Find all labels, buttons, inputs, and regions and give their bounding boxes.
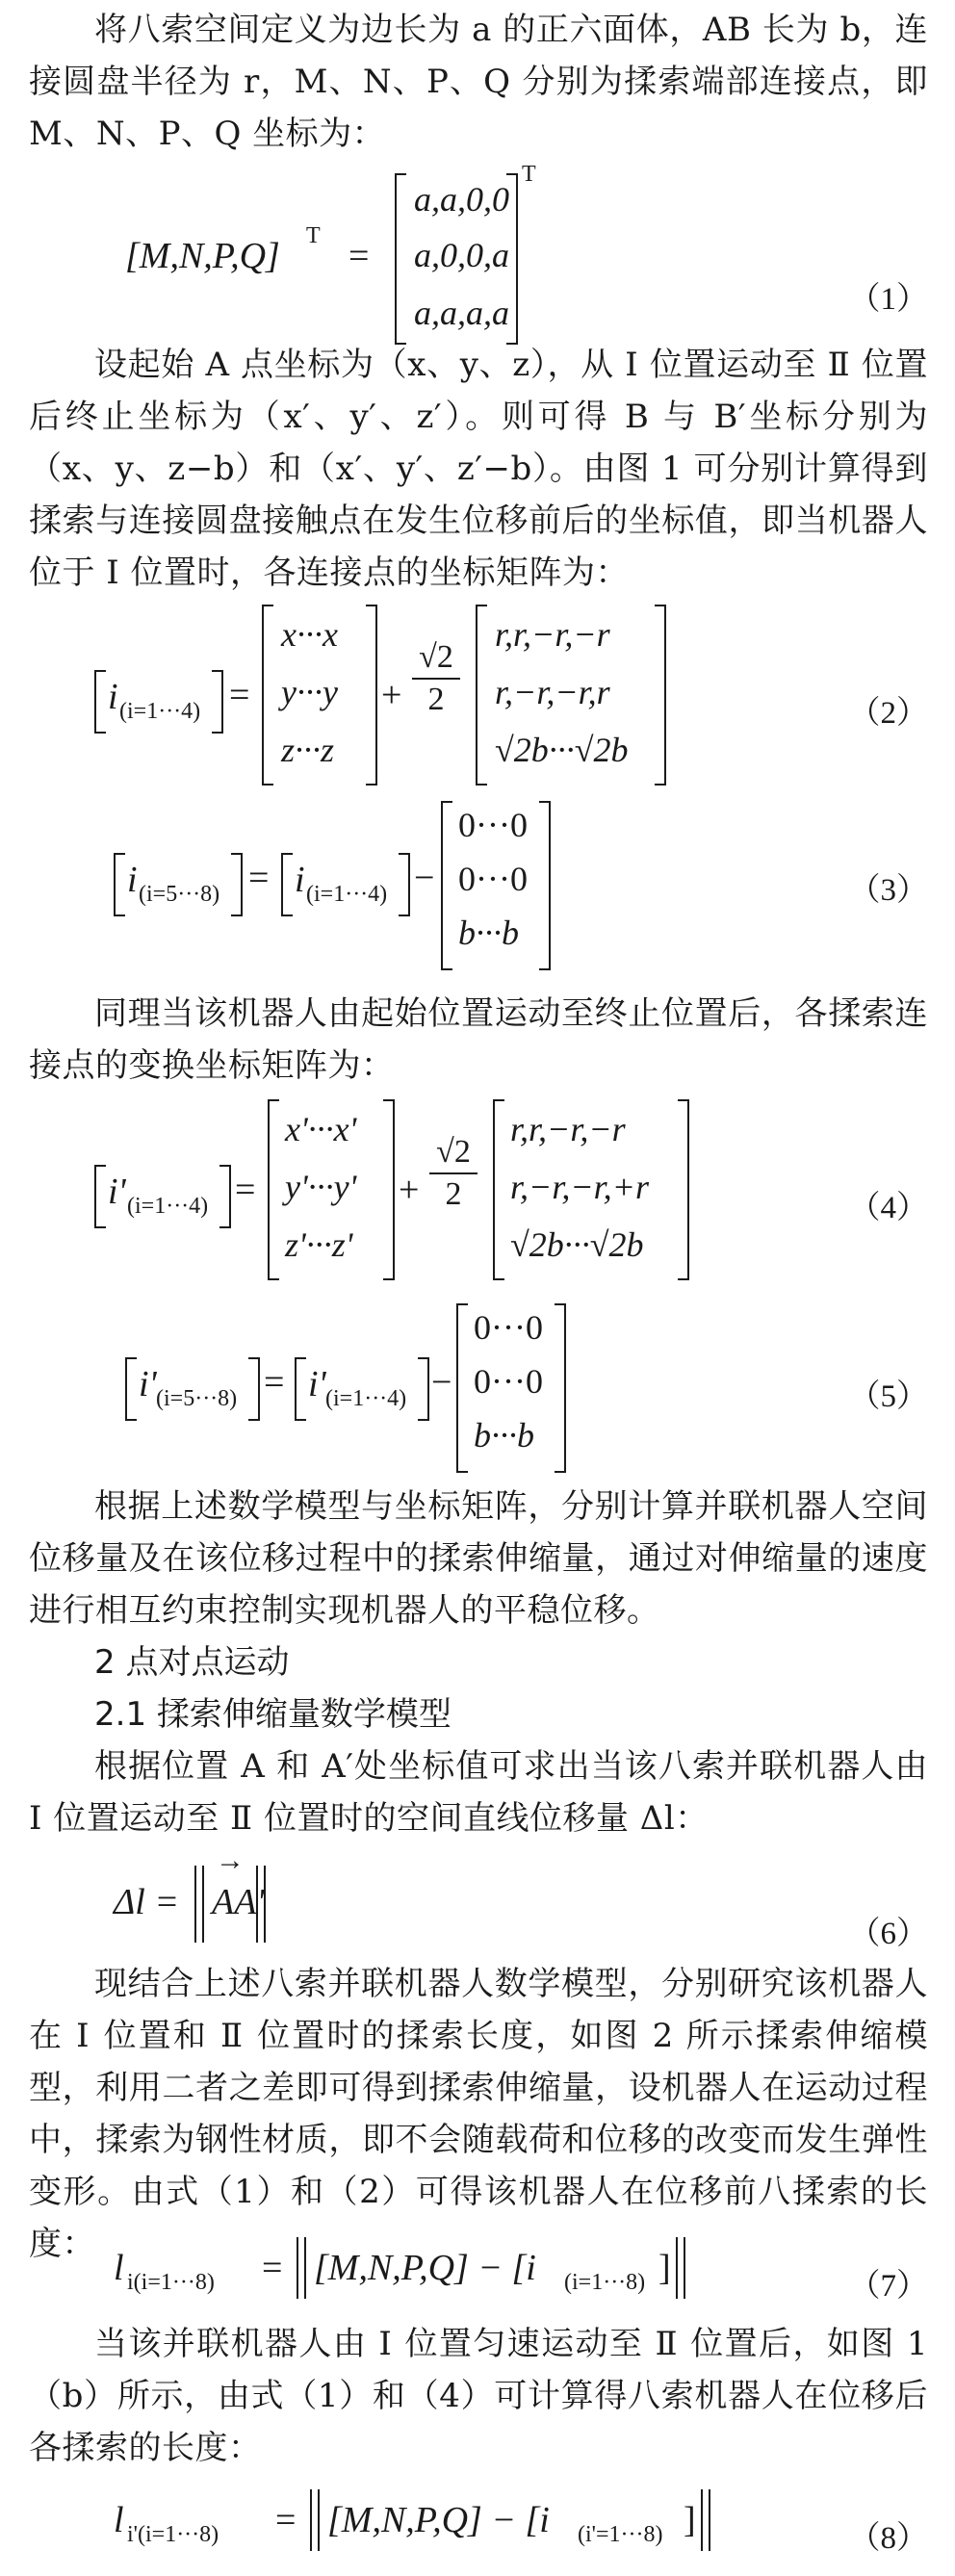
eq2-m1-left xyxy=(262,605,273,786)
eq3-row-1: 0···0 xyxy=(458,806,528,844)
eq3-number: （3） xyxy=(848,873,928,908)
eq3-matrix-left xyxy=(441,801,452,970)
eq4-number: （4） xyxy=(848,1191,928,1225)
eq4-lhs-i: i' xyxy=(108,1172,126,1212)
eq5-matrix-left xyxy=(456,1303,468,1473)
eq7-norm-r1 xyxy=(676,2237,678,2299)
eq4-m1-right xyxy=(383,1099,395,1280)
subsection-heading-2-1: 2.1 揉索伸缩量数学模型 xyxy=(94,1695,452,1734)
eq7-lhs: l xyxy=(114,2248,124,2288)
eq4-lhs-bracket xyxy=(94,1165,106,1228)
eq5-row-1: 0···0 xyxy=(474,1308,543,1347)
eq2-equals: = xyxy=(229,675,250,715)
eq2-frac-line xyxy=(412,678,460,680)
eq2-m2-row-1: r,r,−r,−r xyxy=(495,615,610,654)
eq8-number: （8） xyxy=(848,2521,928,2556)
eq3-equals: = xyxy=(248,858,270,898)
eq5-row-3: b···b xyxy=(474,1416,534,1455)
eq4-m2-left xyxy=(493,1099,504,1280)
eq6-norm-bar-3 xyxy=(256,1866,258,1943)
eq8-rhs-close: ] xyxy=(684,2500,696,2540)
eq6-norm-bar-4 xyxy=(264,1866,266,1943)
eq5-matrix-right xyxy=(555,1303,566,1473)
paragraph-7: 当该并联机器人由 Ⅰ 位置匀速运动至 Ⅱ 位置后，如图 1（b）所示，由式（1）和（4）可计算得八索机器人在位移后各揉索的长度： xyxy=(29,2325,928,2467)
eq5-lhs-i: i' xyxy=(139,1364,157,1404)
eq4-lhs-sub: (i=1···4) xyxy=(127,1194,209,1219)
eq6-number: （6） xyxy=(848,1917,928,1951)
equation-7 xyxy=(0,2231,955,2312)
equation-6 xyxy=(0,1844,955,1950)
equation-2 xyxy=(0,605,955,797)
eq2-lhs-i: i xyxy=(108,677,118,717)
eq2-frac-den: 2 xyxy=(427,682,445,717)
eq1-row-2: a,0,0,a xyxy=(414,236,509,274)
eq4-frac-line xyxy=(429,1172,478,1174)
paragraph-3: 同理当该机器人由起始位置运动至终止位置后，各揉索连接点的变换坐标矩阵为： xyxy=(29,994,928,1085)
eq6-norm-bar-2 xyxy=(202,1866,204,1943)
eq8-lhs-sub: i'(i=1···8) xyxy=(127,2522,219,2547)
eq4-m2-row-3: √2b···√2b xyxy=(510,1225,644,1264)
eq2-plus: + xyxy=(381,675,402,715)
eq4-m2-row-1: r,r,−r,−r xyxy=(510,1110,626,1148)
eq8-norm-r1 xyxy=(701,2489,703,2551)
eq7-lhs-sub: i(i=1···8) xyxy=(127,2270,215,2295)
eq1-row-1: a,a,0,0 xyxy=(414,180,509,219)
eq7-rhs: [M,N,P,Q] − [i xyxy=(314,2248,536,2288)
eq5-rhs-bracket xyxy=(295,1357,306,1421)
equation-1 xyxy=(0,162,955,354)
paragraph-1: 将八索空间定义为边长为 a 的正六面体，AB 长为 b，连接圆盘半径为 r，M、N、P、Q 分别为揉索端部连接点，即 M、N、P、Q 坐标为： xyxy=(29,11,928,153)
eq2-number: （2） xyxy=(848,696,928,731)
eq7-number: （7） xyxy=(848,2269,928,2304)
eq5-rhs-i: i' xyxy=(308,1364,326,1404)
eq1-right-bracket xyxy=(506,173,518,345)
eq4-equals: = xyxy=(235,1170,256,1210)
eq1-left-bracket xyxy=(395,173,406,345)
eq4-fraction xyxy=(429,1134,478,1213)
eq6-lhs: Δl = xyxy=(114,1882,180,1922)
eq4-m2-right xyxy=(678,1099,689,1280)
eq2-m1-row-2: y···y xyxy=(281,673,338,711)
eq3-rhs-i: i xyxy=(295,860,305,900)
eq1-row-3: a,a,a,a xyxy=(414,294,509,332)
eq3-lhs-i: i xyxy=(127,860,138,900)
eq2-lhs-bracket-r xyxy=(212,670,223,734)
eq3-lhs-sub: (i=5···8) xyxy=(139,882,220,907)
eq5-rhs-bracket-r xyxy=(418,1357,429,1421)
eq2-m1-row-1: x···x xyxy=(281,615,338,654)
eq3-row-3: b···b xyxy=(458,914,519,952)
eq4-m2-row-2: r,−r,−r,+r xyxy=(510,1168,649,1206)
eq5-number: （5） xyxy=(848,1379,928,1414)
section-heading-2: 2 点对点运动 xyxy=(94,1643,290,1682)
equation-5 xyxy=(0,1303,955,1477)
eq2-lhs-sub: (i=1···4) xyxy=(119,699,201,724)
eq5-equals: = xyxy=(264,1362,285,1403)
eq7-rhs-close: ] xyxy=(658,2248,671,2288)
eq4-plus: + xyxy=(399,1170,420,1210)
eq3-rhs-bracket xyxy=(281,853,293,916)
eq4-frac-num: √2 xyxy=(436,1134,471,1170)
eq3-minus: − xyxy=(414,858,435,898)
eq8-norm-l2 xyxy=(318,2489,320,2551)
eq7-equals: = xyxy=(262,2248,283,2288)
eq2-m2-left xyxy=(476,605,487,786)
eq1-lhs: [M,N,P,Q] xyxy=(125,236,280,276)
eq5-minus: − xyxy=(431,1362,452,1403)
eq6-norm-bar-1 xyxy=(194,1866,196,1943)
eq1-equals: = xyxy=(348,236,370,276)
eq2-m1-row-3: z···z xyxy=(281,731,335,769)
eq6-vector: AA' xyxy=(212,1882,265,1922)
eq4-lhs-bracket-r xyxy=(219,1165,231,1228)
eq3-rhs-sub: (i=1···4) xyxy=(306,882,388,907)
paragraph-5: 根据位置 A 和 A′处坐标值可求出当该八索并联机器人由 Ⅰ 位置运动至 Ⅱ 位置时的空间直线位移量 Δl： xyxy=(29,1747,928,1838)
eq8-rhs: [M,N,P,Q] − [i xyxy=(327,2500,550,2540)
eq7-rhs-sub: (i=1···8) xyxy=(564,2270,646,2295)
eq4-m1-row-1: x'···x' xyxy=(285,1110,357,1148)
eq1-sup: T xyxy=(306,223,321,248)
eq4-frac-den: 2 xyxy=(445,1176,462,1212)
eq2-frac-num: √2 xyxy=(419,639,453,675)
paragraph-2: 设起始 A 点坐标为（x、y、z），从 Ⅰ 位置运动至 Ⅱ 位置后终止坐标为（x′、y′、z′）。则可得 B 与 B′坐标分别为（x、y、z−b）和（x′、y′、z′−b）。由图 1 可分别计算得到揉索与连接圆盘接触点在发生位移前后的坐标值，即当机器人位于 Ⅰ 位置时，各连接点的坐标矩阵为： xyxy=(29,346,928,592)
eq5-rhs-sub: (i=1···4) xyxy=(325,1386,407,1411)
eq4-m1-left xyxy=(268,1099,279,1280)
eq4-m1-row-2: y'···y' xyxy=(285,1168,357,1206)
eq5-lhs-bracket xyxy=(125,1357,137,1421)
eq5-row-2: 0···0 xyxy=(474,1362,543,1401)
paragraph-6: 现结合上述八索并联机器人数学模型，分别研究该机器人在 Ⅰ 位置和 Ⅱ 位置时的揉索长度，如图 2 所示揉索伸缩模型，利用二者之差即可得到揉索伸缩量，设机器人在运动过程中，揉索为钢性材质，即不会随载荷和位移的改变而发生弹性变形。由式（1）和（2）可得该机器人在位移前八揉索的长度： xyxy=(29,1965,928,2263)
eq2-m2-row-2: r,−r,−r,r xyxy=(495,673,610,711)
eq1-outer-sup: T xyxy=(522,162,536,187)
equation-4 xyxy=(0,1099,955,1292)
eq8-equals: = xyxy=(275,2500,297,2540)
eq2-m2-right xyxy=(655,605,666,786)
eq3-matrix-right xyxy=(539,801,551,970)
eq3-lhs-bracket-r xyxy=(231,853,243,916)
eq7-norm-l2 xyxy=(304,2237,306,2299)
eq6-arrow: → xyxy=(216,1844,245,1876)
eq3-rhs-bracket-r xyxy=(399,853,410,916)
eq7-norm-r2 xyxy=(684,2237,685,2299)
eq8-norm-r2 xyxy=(709,2489,710,2551)
eq8-rhs-sub: (i'=1···8) xyxy=(578,2522,663,2547)
equation-8 xyxy=(0,2484,955,2564)
eq1-number: （1） xyxy=(848,282,928,317)
eq4-m1-row-3: z'···z' xyxy=(285,1225,353,1264)
eq3-lhs-bracket xyxy=(114,853,125,916)
paragraph-4: 根据上述数学模型与坐标矩阵，分别计算并联机器人空间位移量及在该位移过程中的揉索伸缩量，通过对伸缩量的速度进行相互约束控制实现机器人的平稳位移。 xyxy=(29,1487,928,1630)
eq5-lhs-bracket-r xyxy=(248,1357,260,1421)
equation-3 xyxy=(0,801,955,974)
eq2-fraction xyxy=(412,639,460,718)
eq2-lhs-bracket xyxy=(94,670,106,734)
eq2-m2-row-3: √2b···√2b xyxy=(495,731,629,769)
eq8-lhs: l xyxy=(114,2500,124,2540)
eq7-norm-l1 xyxy=(297,2237,298,2299)
eq8-norm-l1 xyxy=(310,2489,312,2551)
eq5-lhs-sub: (i=5···8) xyxy=(156,1386,238,1411)
eq2-m1-right xyxy=(366,605,377,786)
eq3-row-2: 0···0 xyxy=(458,860,528,898)
